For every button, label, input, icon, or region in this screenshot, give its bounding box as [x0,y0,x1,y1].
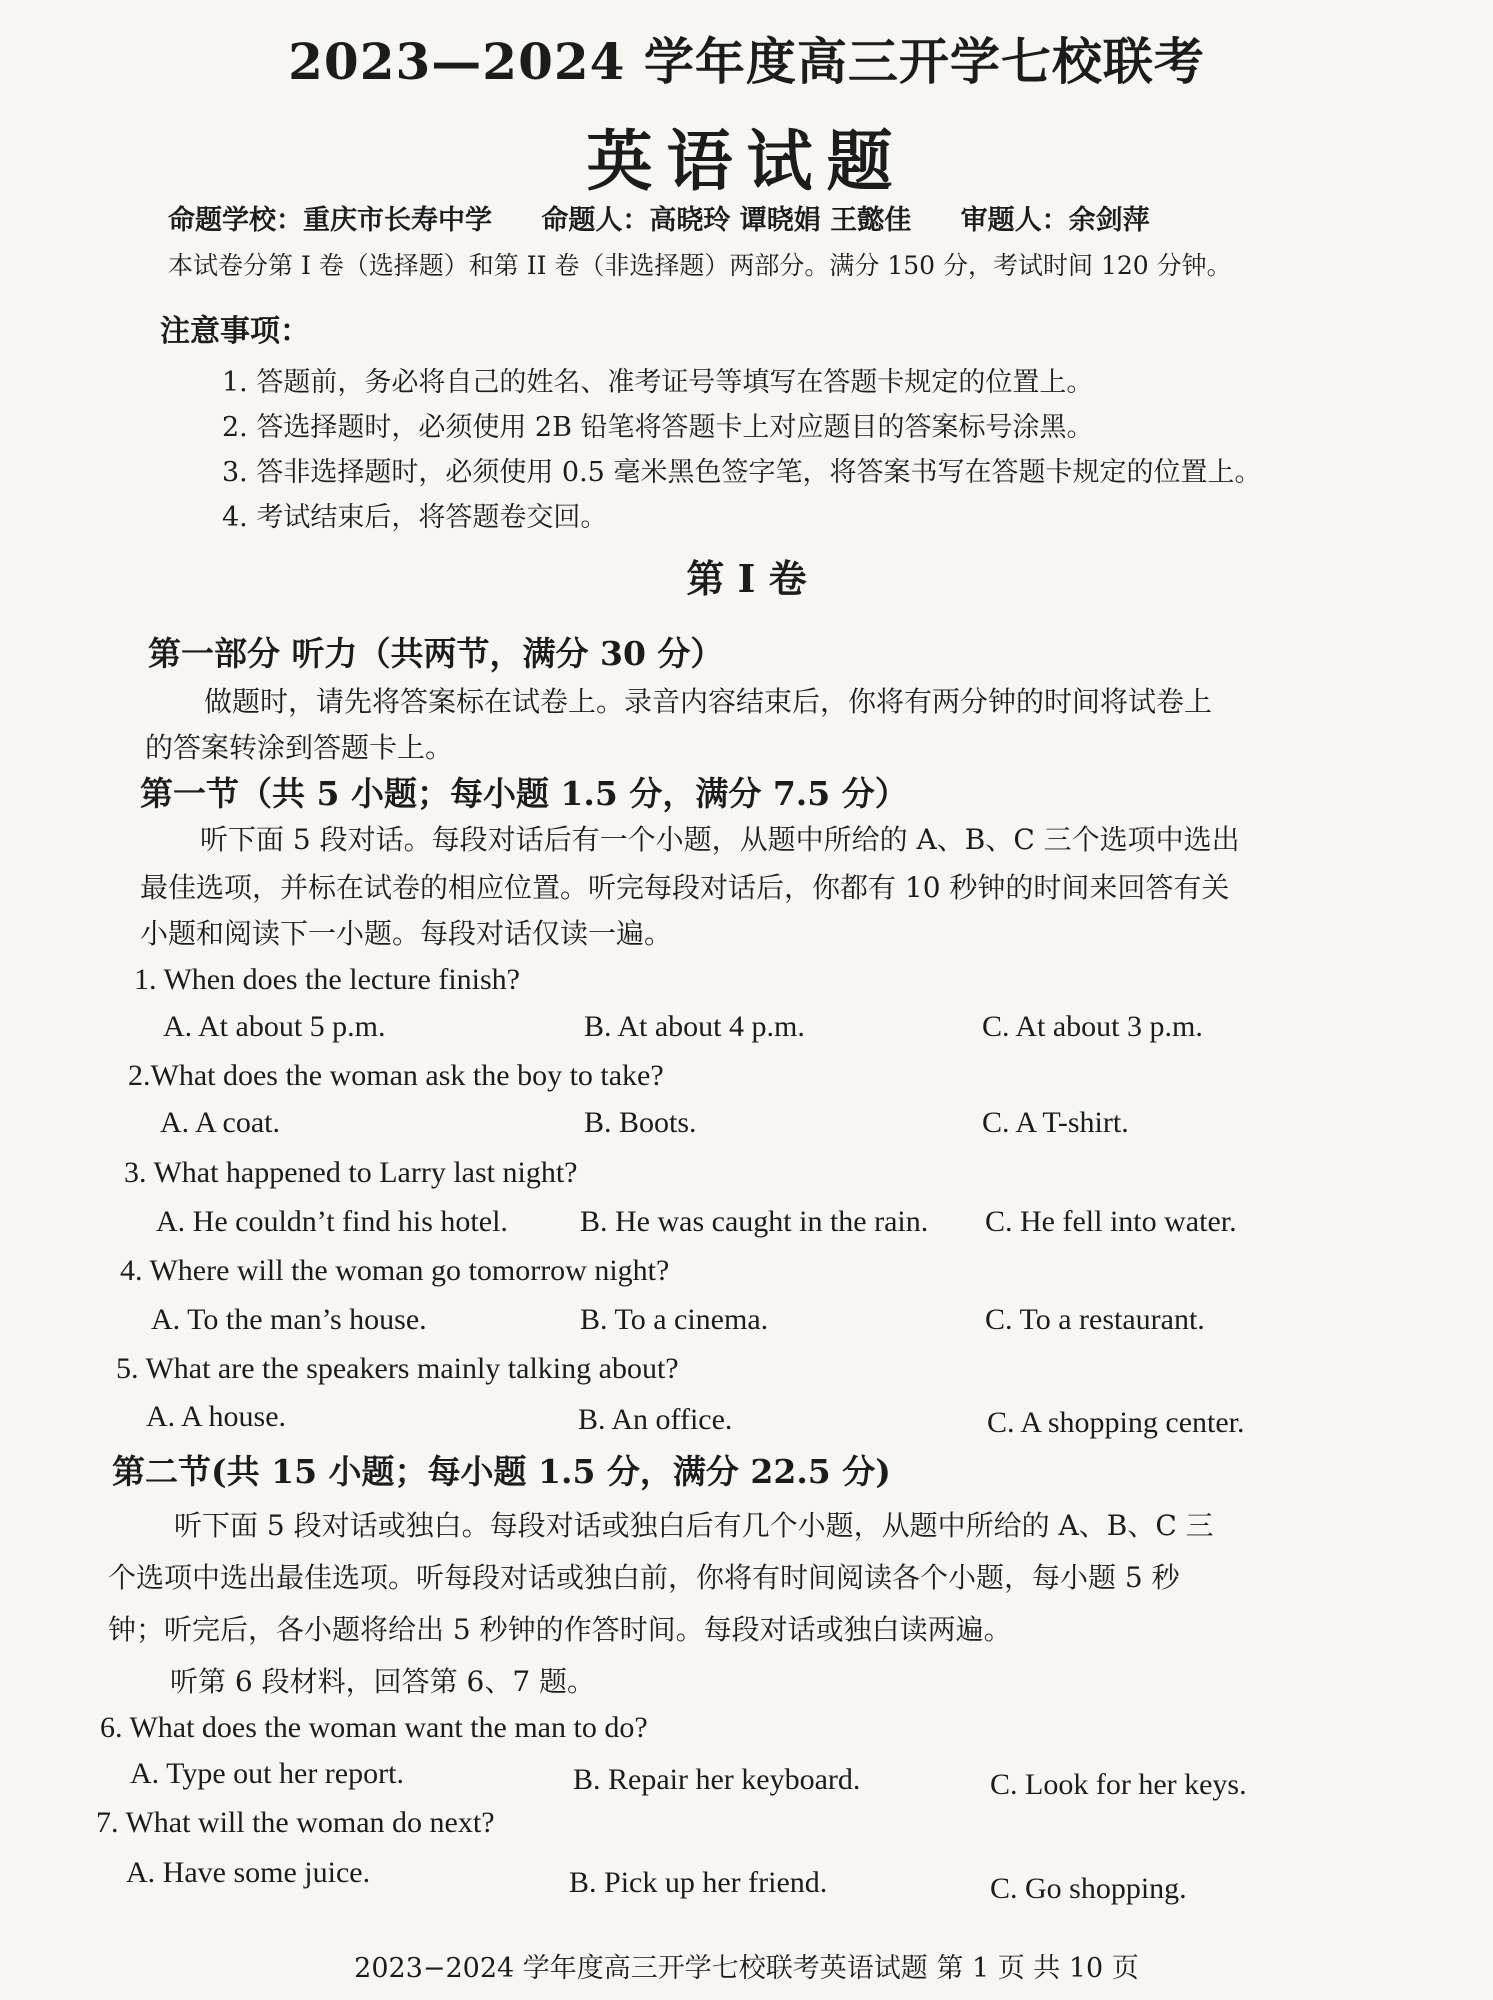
note-item: 2. 答选择题时，必须使用 2B 铅笔将答题卡上对应题目的答案标号涂黑。 [222,412,1094,443]
note-item: 3. 答非选择题时，必须使用 0.5 毫米黑色签字笔，将答案书写在答题卡规定的位置上。 [222,457,1262,488]
option-a: A. Have some juice. [126,1856,371,1889]
note-item: 1. 答题前，务必将自己的姓名、准考证号等填写在答题卡规定的位置上。 [222,367,1094,398]
option-a: A. At about 5 p.m. [163,1010,386,1043]
question-5: 5. What are the speakers mainly talking about? [116,1352,679,1385]
part1-intro: 的答案转涂到答题卡上。 [145,731,454,764]
option-a: A. Type out her report. [130,1757,404,1790]
option-c: C. Look for her keys. [990,1768,1247,1801]
question-7: 7. What will the woman do next? [96,1806,495,1839]
question-1: 1. When does the lecture finish? [134,963,520,996]
option-b: B. To a cinema. [580,1303,769,1336]
part1-heading: 第一部分 听力（共两节，满分 30 分） [148,634,724,673]
option-a: A. He couldn’t find his hotel. [156,1205,508,1238]
question-4: 4. Where will the woman go tomorrow night? [120,1254,670,1287]
option-b: B. Boots. [584,1106,697,1139]
option-a: A. To the man’s house. [151,1303,427,1336]
option-b: B. At about 4 p.m. [584,1010,805,1043]
section1-intro: 小题和阅读下一小题。每段对话仅读一遍。 [140,917,673,950]
part1-intro: 做题时，请先将答案标在试卷上。录音内容结束后，你将有两分钟的时间将试卷上 [204,685,1213,718]
reviewer: 审题人：余剑萍 [960,205,1150,236]
option-c: C. Go shopping. [990,1872,1187,1905]
exam-title: 2023—2024 学年度高三开学七校联考 [288,32,1205,91]
notes-title: 注意事项： [160,314,310,349]
option-a: A. A coat. [160,1106,280,1139]
setter-authors: 命题人：高晓玲 谭晓娟 王懿佳 [541,205,912,236]
section2-material: 听第 6 段材料，回答第 6、7 题。 [170,1665,596,1698]
exam-info: 本试卷分第 I 卷（选择题）和第 II 卷（非选择题）两部分。满分 150 分，考试时间 120 分钟。 [168,251,1232,280]
section2-heading: 第二节(共 15 小题；每小题 1.5 分，满分 22.5 分) [112,1452,891,1491]
question-3: 3. What happened to Larry last night? [124,1156,578,1189]
option-b: B. Repair her keyboard. [573,1763,861,1796]
option-c: C. A T-shirt. [982,1106,1129,1139]
exam-subtitle: 英语试题 [586,122,907,200]
section2-intro: 个选项中选出最佳选项。听每段对话或独白前，你将有时间阅读各个小题，每小题 5 秒 [108,1561,1180,1594]
option-c: C. At about 3 p.m. [982,1010,1203,1043]
exam-meta [168,198,1190,237]
question-2: 2.What does the woman ask the boy to take? [128,1059,664,1092]
note-item: 4. 考试结束后，将答题卷交回。 [222,502,608,533]
question-6: 6. What does the woman want the man to do? [100,1711,648,1744]
page-footer: 2023−2024 学年度高三开学七校联考英语试题 第 1 页 共 10 页 [354,1953,1139,1984]
section2-intro: 听下面 5 段对话或独白。每段对话或独白后有几个小题，从题中所给的 A、B、C 三 [174,1509,1214,1542]
option-a: A. A house. [146,1400,287,1433]
option-c: C. He fell into water. [985,1205,1237,1238]
option-b: B. He was caught in the rain. [580,1205,929,1238]
option-b: B. Pick up her friend. [569,1866,828,1899]
option-c: C. To a restaurant. [985,1303,1205,1336]
option-b: B. An office. [578,1403,733,1436]
setter-school: 命题学校：重庆市长寿中学 [168,205,492,236]
section1-heading: 第一节（共 5 小题；每小题 1.5 分，满分 7.5 分） [140,774,908,813]
section1-intro: 最佳选项，并标在试卷的相应位置。听完每段对话后，你都有 10 秒钟的时间来回答有关 [140,871,1230,904]
section2-intro: 钟；听完后，各小题将给出 5 秒钟的作答时间。每段对话或独白读两遍。 [108,1613,1012,1646]
section1-intro: 听下面 5 段对话。每段对话后有一个小题，从题中所给的 A、B、C 三个选项中选出 [200,823,1240,856]
option-c: C. A shopping center. [987,1406,1245,1439]
volume-heading: 第 I 卷 [686,556,807,601]
